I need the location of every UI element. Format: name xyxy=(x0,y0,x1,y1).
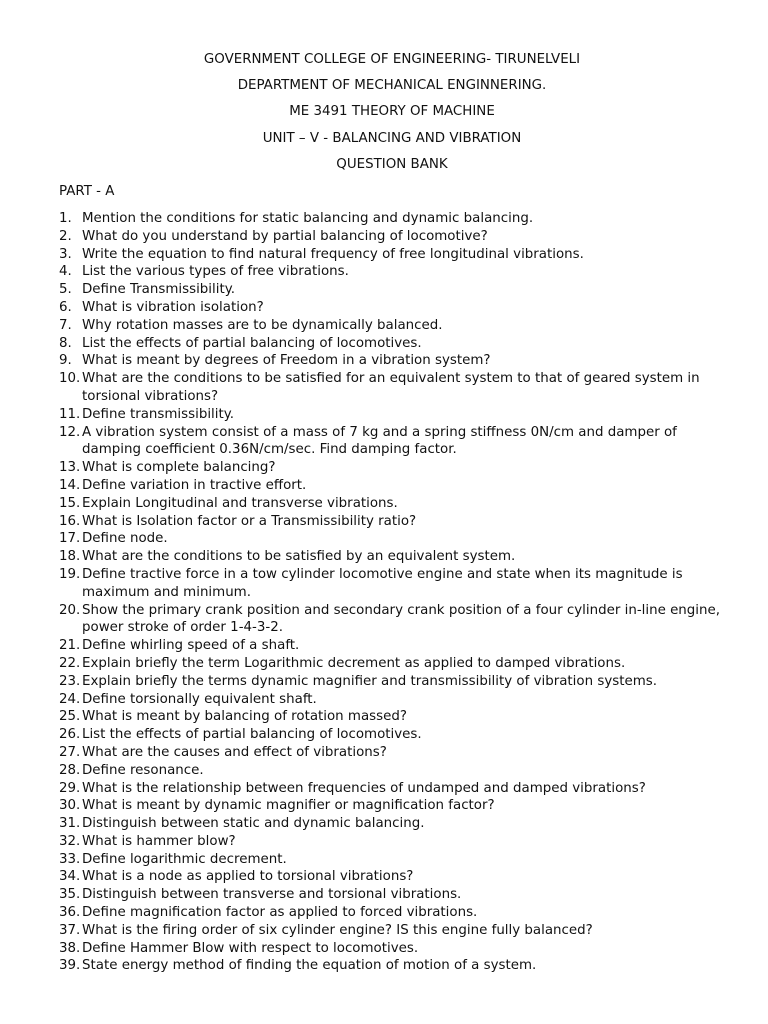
question-text: What is complete balancing? xyxy=(82,460,276,476)
question-item xyxy=(59,530,729,548)
question-item xyxy=(59,655,729,673)
question-text: What are the conditions to be satisfied for an equivalent system to that of geared system in torsional vibrations? xyxy=(82,371,700,404)
question-item xyxy=(59,957,729,975)
question-number: 25. xyxy=(59,709,81,725)
question-number: 29. xyxy=(59,780,81,796)
question-text: Explain Longitudinal and transverse vibrations. xyxy=(82,495,398,511)
question-text: Define magnification factor as applied to forced vibrations. xyxy=(82,905,478,921)
question-number: 3. xyxy=(59,246,72,262)
question-number: 10. xyxy=(59,371,81,387)
question-item xyxy=(59,495,729,513)
question-number: 6. xyxy=(59,299,72,315)
question-text: Mention the conditions for static balancing and dynamic balancing. xyxy=(82,211,534,226)
question-number: 13. xyxy=(59,460,81,476)
question-text: A vibration system consist of a mass of 7 kg and a spring stiffness 0N/cm and damper of damping coefficient 0.36N/cm/sec. Find damping factor. xyxy=(82,424,677,458)
question-item xyxy=(59,299,729,317)
question-item xyxy=(59,602,729,638)
question-number: 14. xyxy=(59,477,81,493)
question-number: 7. xyxy=(59,317,72,333)
question-text: Write the equation to find natural frequency of free longitudinal vibrations. xyxy=(82,246,584,262)
question-number: 9. xyxy=(59,353,72,369)
question-text: Why rotation masses are to be dynamically balanced. xyxy=(82,317,443,333)
question-item xyxy=(59,335,729,353)
question-text: What do you understand by partial balancing of locomotive? xyxy=(82,228,488,244)
question-item xyxy=(59,691,729,709)
question-number: 36. xyxy=(59,905,81,921)
question-item xyxy=(59,548,729,566)
question-text: What is the relationship between frequencies of undamped and damped vibrations? xyxy=(82,780,646,796)
question-item xyxy=(59,904,729,922)
question-number: 23. xyxy=(59,673,81,689)
question-text: What are the conditions to be satisfied by an equivalent system. xyxy=(82,549,516,565)
question-text: What is the firing order of six cylinder engine? IS this engine fully balanced? xyxy=(82,922,593,938)
question-item xyxy=(59,673,729,691)
question-number: 11. xyxy=(59,406,81,422)
section-label: PART - A xyxy=(59,184,115,199)
question-text: Define logarithmic decrement. xyxy=(82,851,287,867)
question-number: 20. xyxy=(59,602,81,618)
question-item xyxy=(59,477,729,495)
question-text: What is meant by balancing of rotation massed? xyxy=(82,709,407,725)
question-item xyxy=(59,833,729,851)
question-number: 38. xyxy=(59,940,81,956)
question-item xyxy=(59,886,729,904)
question-text: Distinguish between transverse and torsional vibrations. xyxy=(82,887,462,903)
question-number: 34. xyxy=(59,869,81,885)
question-number: 2. xyxy=(59,228,72,244)
question-number: 18. xyxy=(59,549,81,565)
question-number: 15. xyxy=(59,495,81,511)
question-item xyxy=(59,922,729,940)
question-text: Define Transmissibility. xyxy=(82,282,235,298)
question-number: 5. xyxy=(59,282,72,298)
question-text: Define tractive force in a tow cylinder locomotive engine and state when its magnitude is maximum and minimum. xyxy=(82,566,683,600)
question-number: 12. xyxy=(59,424,81,440)
question-item xyxy=(59,424,729,460)
question-number: 27. xyxy=(59,744,81,760)
question-text: Show the primary crank position and secondary crank position of a four cylinder in-line engine, power stroke of order 1-4-3-2. xyxy=(82,602,720,636)
question-number: 33. xyxy=(59,851,81,867)
question-item xyxy=(59,797,729,815)
question-text: Define torsionally equivalent shaft. xyxy=(82,691,317,707)
question-text: State energy method of finding the equation of motion of a system. xyxy=(82,958,537,974)
question-number: 31. xyxy=(59,816,81,832)
question-item xyxy=(59,228,729,246)
college-title: GOVERNMENT COLLEGE OF ENGINEERING- TIRUNELVELI xyxy=(203,52,581,67)
question-text: Distinguish between static and dynamic balancing. xyxy=(82,816,425,832)
question-text: What is hammer blow? xyxy=(82,833,236,849)
question-number: 21. xyxy=(59,638,81,654)
question-number: 28. xyxy=(59,762,81,778)
question-text: List the various types of free vibrations. xyxy=(82,264,349,280)
question-text: What is vibration isolation? xyxy=(82,299,264,315)
question-item xyxy=(59,868,729,886)
question-text: What is Isolation factor or a Transmissibility ratio? xyxy=(82,513,417,529)
department-title: DEPARTMENT OF MECHANICAL ENGINNERING. xyxy=(237,78,547,93)
question-number: 16. xyxy=(59,513,81,529)
question-number: 8. xyxy=(59,335,72,351)
question-list xyxy=(59,210,729,975)
question-item xyxy=(59,210,729,228)
question-item xyxy=(59,762,729,780)
question-item xyxy=(59,940,729,958)
question-number: 39. xyxy=(59,958,81,974)
question-item xyxy=(59,513,729,531)
question-text: Explain briefly the terms dynamic magnifier and transmissibility of vibration systems. xyxy=(82,673,657,689)
question-item xyxy=(59,459,729,477)
question-item xyxy=(59,744,729,762)
question-number: 30. xyxy=(59,798,81,814)
question-item xyxy=(59,708,729,726)
unit-title: UNIT – V - BALANCING AND VIBRATION xyxy=(262,131,522,146)
question-item xyxy=(59,851,729,869)
question-text: List the effects of partial balancing of locomotives. xyxy=(82,335,422,351)
question-text: List the effects of partial balancing of locomotives. xyxy=(82,727,422,743)
question-item xyxy=(59,726,729,744)
question-number: 1. xyxy=(59,211,72,226)
question-number: 24. xyxy=(59,691,81,707)
question-item xyxy=(59,780,729,798)
question-text: What is meant by dynamic magnifier or magnification factor? xyxy=(82,798,495,814)
question-text: Define whirling speed of a shaft. xyxy=(82,638,300,654)
question-item xyxy=(59,566,729,602)
question-item xyxy=(59,406,729,424)
question-item xyxy=(59,263,729,281)
course-title: ME 3491 THEORY OF MACHINE xyxy=(289,104,495,119)
question-number: 37. xyxy=(59,922,81,938)
question-number: 4. xyxy=(59,264,72,280)
question-text: Define Hammer Blow with respect to locomotives. xyxy=(82,940,419,956)
question-number: 17. xyxy=(59,531,81,547)
question-text: Define node. xyxy=(82,531,168,547)
question-number: 26. xyxy=(59,727,81,743)
question-item xyxy=(59,246,729,264)
question-text: What are the causes and effect of vibrations? xyxy=(82,744,387,760)
question-item xyxy=(59,815,729,833)
question-text: Define transmissibility. xyxy=(82,406,235,422)
question-item xyxy=(59,281,729,299)
question-item xyxy=(59,352,729,370)
question-text: Explain briefly the term Logarithmic decrement as applied to damped vibrations. xyxy=(82,655,626,671)
question-number: 35. xyxy=(59,887,81,903)
question-text: What is a node as applied to torsional vibrations? xyxy=(82,869,414,885)
question-text: What is meant by degrees of Freedom in a vibration system? xyxy=(82,353,491,369)
question-number: 32. xyxy=(59,833,81,849)
question-text: Define variation in tractive effort. xyxy=(82,477,307,493)
document-type: QUESTION BANK xyxy=(336,157,448,172)
question-number: 22. xyxy=(59,655,81,671)
question-item xyxy=(59,317,729,335)
question-text: Define resonance. xyxy=(82,762,204,778)
question-number: 19. xyxy=(59,566,81,582)
question-item xyxy=(59,637,729,655)
question-item xyxy=(59,370,729,406)
